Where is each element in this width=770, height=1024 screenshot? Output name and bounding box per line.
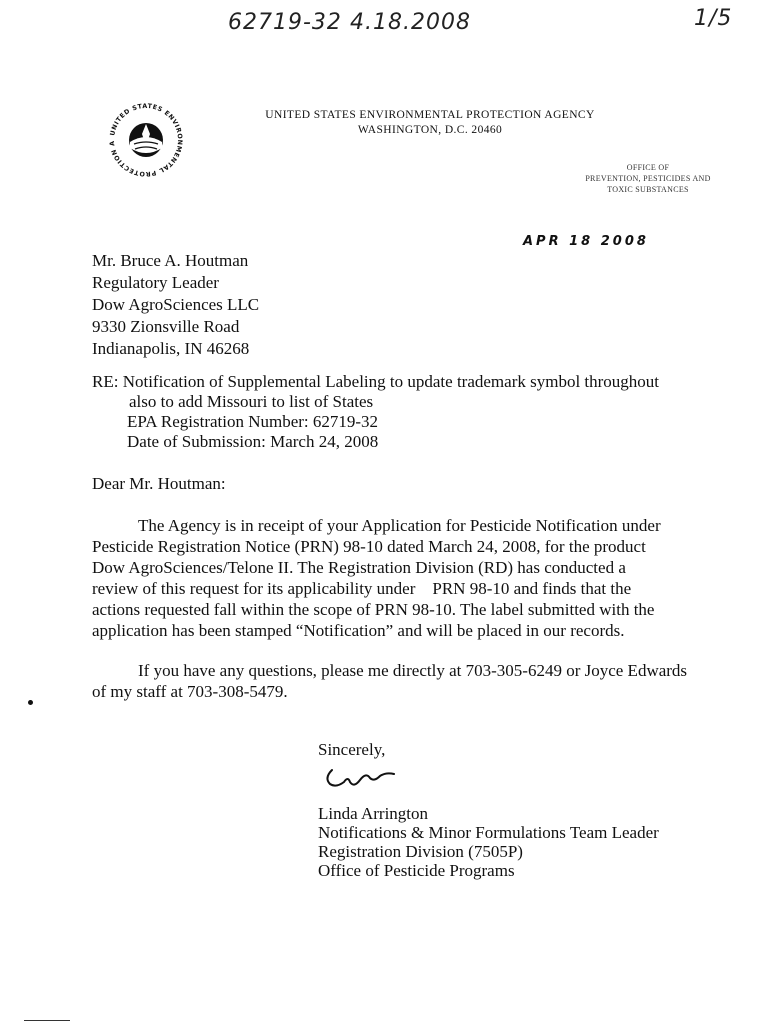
agency-name: UNITED STATES ENVIRONMENTAL PROTECTION AGENCY [265, 109, 595, 121]
office-line-3: TOXIC SUBSTANCES [607, 185, 689, 194]
signature [322, 764, 402, 794]
signer-office: Office of Pesticide Programs [318, 861, 515, 880]
office-line-1: OFFICE OF [626, 163, 670, 172]
salutation: Dear Mr. Houtman: [92, 474, 226, 493]
letterhead-office [568, 162, 728, 195]
signer-division: Registration Division (7505P) [318, 842, 523, 861]
body-line: Pesticide Registration Notice (PRN) 98-10 dated March 24, 2008, for the product [92, 537, 646, 556]
scan-edge-line [24, 1020, 70, 1021]
signer-title: Notifications & Minor Formulations Team Leader [318, 823, 659, 842]
recipient-company: Dow AgroSciences LLC [92, 295, 260, 314]
submission-date: Date of Submission: March 24, 2008 [127, 432, 379, 451]
recipient-title: Regulatory Leader [92, 273, 219, 292]
subject-line-continued: also to add Missouri to list of States [129, 392, 374, 411]
letterhead-agency [250, 108, 610, 138]
body-paragraph-1 [92, 515, 682, 641]
date-stamp: APR 18 2008 [523, 234, 649, 249]
svg-text:UNITED STATES ENVIRONMENTAL PR: UNITED STATES ENVIRONMENTAL PROTECTION A [108, 102, 184, 178]
subject-block [92, 372, 659, 452]
recipient-city: Indianapolis, IN 46268 [92, 339, 250, 358]
closing: Sincerely, [318, 740, 386, 759]
body-line: application has been stamped “Notification” and will be placed in our records. [92, 621, 625, 640]
signer-block [318, 804, 659, 880]
office-line-2: PREVENTION, PESTICIDES AND [585, 174, 711, 183]
epa-seal-logo [104, 98, 188, 182]
subject-line: RE: Notification of Supplemental Labeling to update trademark symbol throughout [92, 372, 660, 391]
registration-number: EPA Registration Number: 62719-32 [127, 412, 379, 431]
signer-name: Linda Arrington [318, 804, 429, 823]
agency-location: WASHINGTON, D.C. 20460 [357, 124, 503, 136]
recipient-street: 9330 Zionsville Road [92, 317, 240, 336]
body-line: review of this request for its applicability under PRN 98-10 and finds that the [92, 579, 632, 598]
handwritten-date: 4.18.2008 [350, 10, 471, 35]
body-line: If you have any questions, please me directly at 703-305-6249 or Joyce Edwards [138, 661, 688, 680]
handwritten-page-number: 1/5 [694, 6, 733, 31]
recipient-name: Mr. Bruce A. Houtman [92, 251, 249, 270]
body-line: Dow AgroSciences/Telone II. The Registration Division (RD) has conducted a [92, 558, 626, 577]
body-line: actions requested fall within the scope of PRN 98-10. The label submitted with the [92, 600, 655, 619]
handwritten-reg-number: 62719-32 [228, 10, 342, 35]
body-line: of my staff at 703-308-5479. [92, 682, 288, 701]
body-paragraph-2 [92, 660, 692, 702]
recipient-address [92, 250, 259, 360]
scan-speck [28, 700, 33, 705]
body-line: The Agency is in receipt of your Application for Pesticide Notification under [138, 516, 661, 535]
